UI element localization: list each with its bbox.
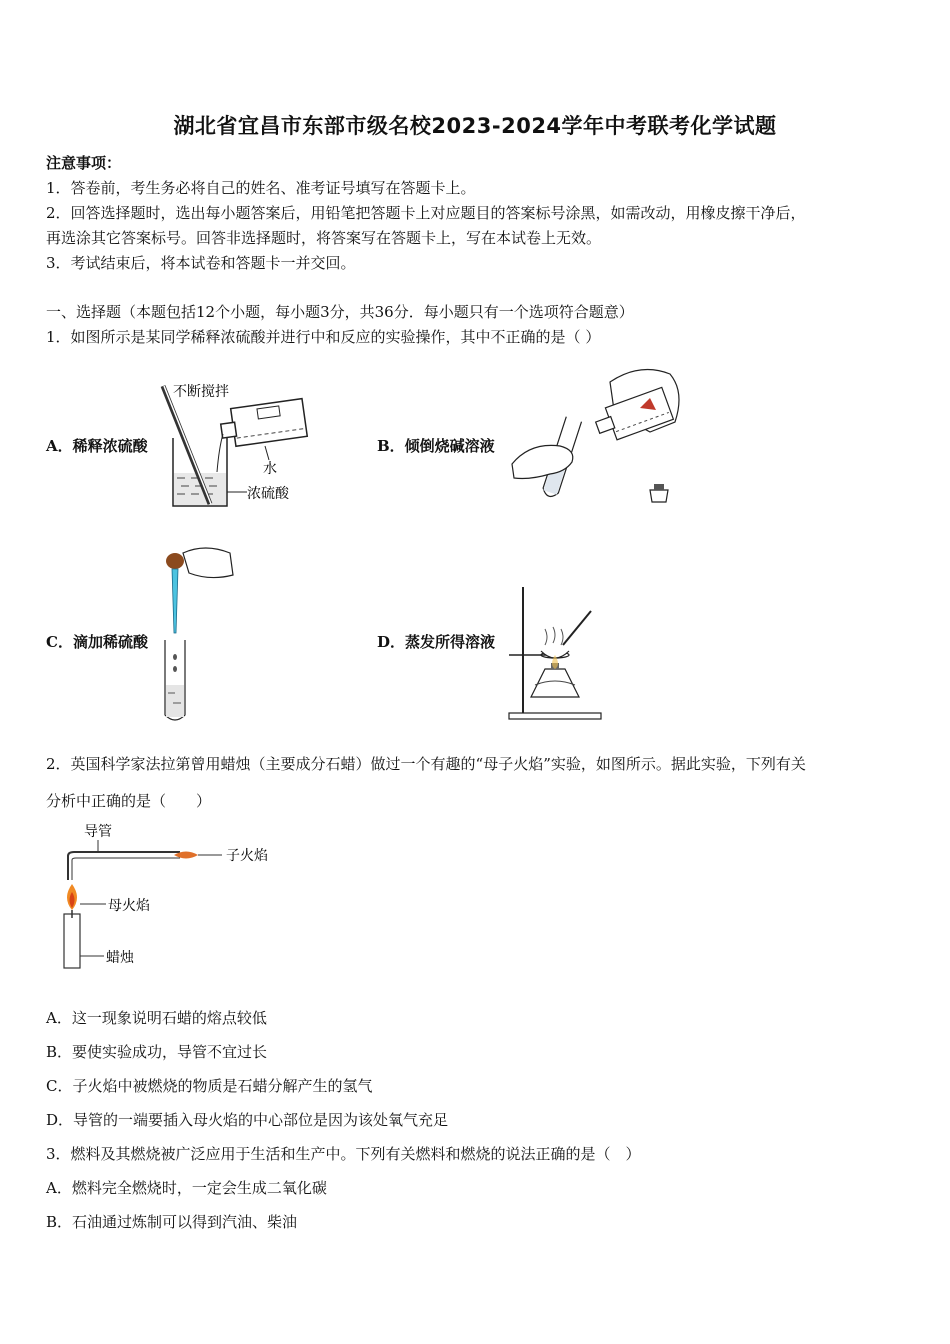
alcohol-lamp	[531, 669, 579, 697]
notice-item-2: 2．回答选择题时，选出每小题答案后，用铅笔把答题卡上对应题目的答案标号涂黑，如需改动，用橡皮擦干净后，	[46, 204, 806, 222]
q2-stem-line2: 分析中正确的是（ ）	[46, 792, 212, 810]
q3-option-b: B．石油通过炼制可以得到汽油、柴油	[46, 1213, 298, 1231]
q2-option-d: D．导管的一端要插入母火焰的中心部位是因为该处氧气充足	[46, 1111, 449, 1129]
label-water: 水	[263, 461, 277, 477]
label-tube: 导管	[84, 824, 112, 840]
pour-stream	[217, 434, 223, 472]
page-title: 湖北省宜昌市东部市级名校2023-2024学年中考联考化学试题	[173, 114, 777, 138]
reagent-bottle	[219, 399, 307, 448]
q1-option-c: C．滴加稀硫酸	[46, 633, 148, 651]
q3-stem: 3．燃料及其燃烧被广泛应用于生活和生产中。下列有关燃料和燃烧的说法正确的是（ ）	[46, 1145, 641, 1163]
q2-option-a: A．这一现象说明石蜡的熔点较低	[46, 1009, 267, 1027]
tube-outer-top	[68, 852, 180, 880]
notice-item-2-cont: 再选涂其它答案标号。回答非选择题时，将答案写在答题卡上，写在本试卷上无效。	[46, 229, 602, 247]
figure-dilute-acid	[155, 378, 315, 516]
notice-heading: 注意事项：	[46, 154, 122, 172]
q2-option-c: C．子火焰中被燃烧的物质是石蜡分解产生的氢气	[46, 1077, 373, 1095]
figure-drop-acid	[155, 545, 240, 725]
stand-base	[509, 713, 601, 719]
q1-option-d: D．蒸发所得溶液	[377, 633, 496, 651]
label-acid: 浓硫酸	[247, 486, 289, 502]
stopper	[650, 490, 668, 502]
dropper-bulb	[166, 553, 184, 569]
q1-stem: 1．如图所示是某同学稀释浓硫酸并进行中和反应的实验操作，其中不正确的是（ ）	[46, 328, 601, 346]
q3-option-a: A．燃料完全燃烧时，一定会生成二氧化碳	[46, 1179, 327, 1197]
label-candle: 蜡烛	[106, 950, 134, 966]
label-child-flame: 子火焰	[226, 848, 268, 864]
label-stir: 不断搅拌	[173, 384, 229, 400]
q1-option-b: B．倾倒烧碱溶液	[377, 437, 495, 455]
q2-stem-line1: 2．英国科学家法拉第曾用蜡烛（主要成分石蜡）做过一个有趣的“母子火焰”实验，如图所示。据此实验，下列有关	[46, 755, 806, 773]
label-mother-flame: 母火焰	[108, 898, 150, 914]
q1-option-a: A．稀释浓硫酸	[46, 437, 148, 455]
glass-rod	[563, 611, 591, 645]
tube-outer-bottom	[72, 858, 180, 880]
section-heading: 一、选择题（本题包括12个小题，每小题3分，共36分．每小题只有一个选项符合题意）	[46, 303, 634, 321]
vapor	[545, 627, 563, 645]
notice-item-1: 1．答卷前，考生务必将自己的姓名、准考证号填写在答题卡上。	[46, 179, 476, 197]
hand	[183, 548, 233, 578]
q2-option-b: B．要使实验成功，导管不宜过长	[46, 1043, 268, 1061]
dropper-tube	[172, 569, 178, 633]
figure-evaporate	[505, 585, 605, 721]
candle-icon	[64, 914, 80, 968]
notice-item-3: 3．考试结束后，将本试卷和答题卡一并交回。	[46, 254, 356, 272]
figure-mother-child-flame	[50, 818, 290, 973]
figure-pour-alkali	[510, 362, 690, 512]
